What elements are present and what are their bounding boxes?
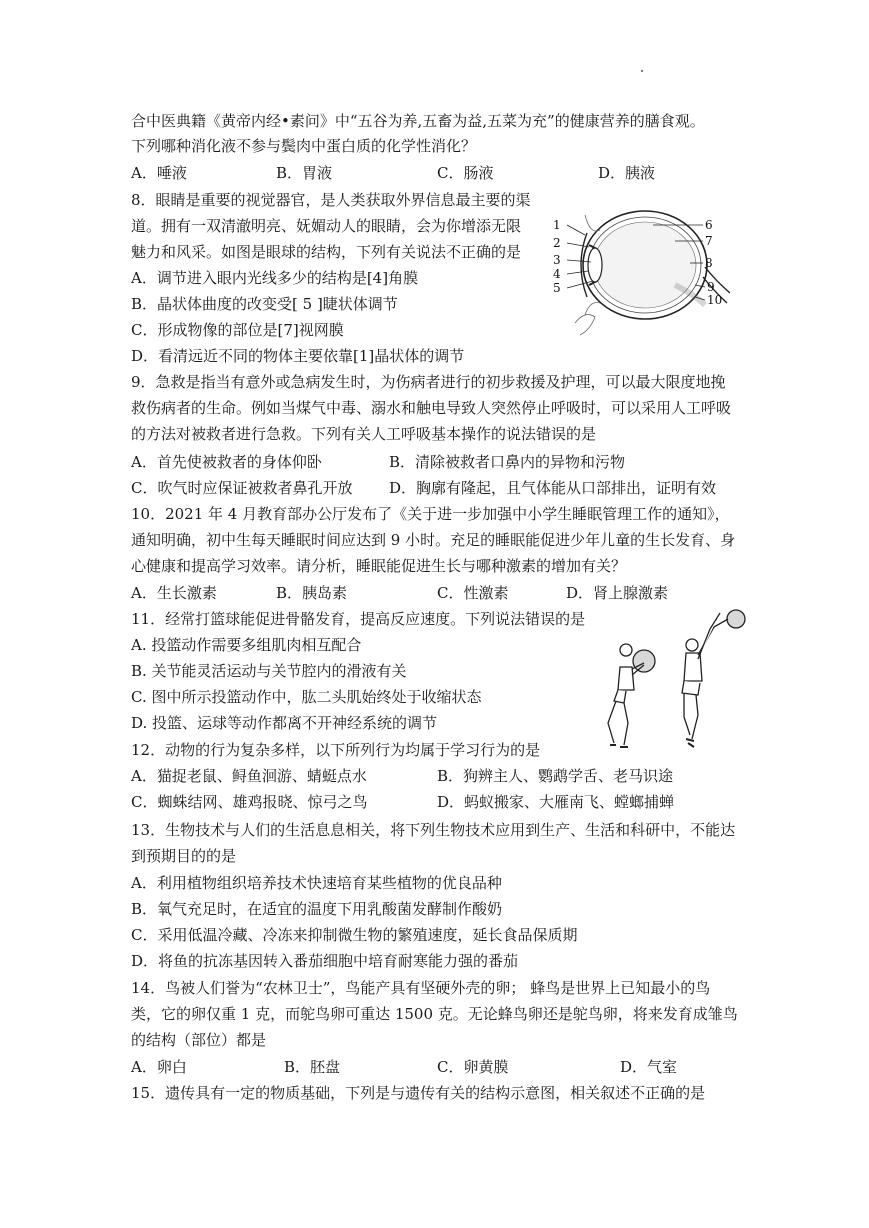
q10-option-d: D．肾上腺激素: [566, 584, 669, 602]
q10-stem-line-1: 10．2021 年 4 月教育部办公厅发布了《关于进一步加强中小学生睡眠管理工作的通知》，: [131, 505, 730, 523]
eye-label-4: 4: [553, 267, 561, 281]
q11-option-b: B. 关节能灵活运动与关节腔内的滑液有关: [131, 662, 407, 680]
q9-option-b: B．清除被救者口鼻内的异物和污物: [389, 453, 626, 471]
q10-option-b: B．胰岛素: [276, 584, 348, 602]
q10-option-a: A．生长激素: [131, 584, 217, 602]
eye-label-1: 1: [553, 218, 561, 232]
q8-stem-line-1: 8．眼睛是重要的视觉器官，是人类获取外界信息最主要的渠: [131, 191, 531, 209]
q12-stem: 12．动物的行为复杂多样，以下所列行为均属于学习行为的是: [131, 741, 541, 759]
q13-option-d: D．将鱼的抗冻基因转入番茄细胞中培育耐寒能力强的番茄: [131, 952, 519, 970]
q13-stem-line-2: 到预期目的的是: [131, 847, 237, 865]
q8-option-a: A．调节进入眼内光线多少的结构是[4]角膜: [131, 269, 419, 287]
q7-option-a: A．唾液: [131, 164, 187, 182]
q14-stem-line-2: 类，它的卵仅重 1 克，而鸵鸟卵可重达 1500 克。无论蜂鸟卵还是鸵鸟卵，将来发育成雏鸟: [131, 1005, 738, 1023]
eyeball-diagram: [545, 205, 730, 345]
q10-option-c: C．性激素: [437, 584, 509, 602]
q13-stem-line-1: 13．生物技术与人们的生活息息相关，将下列生物技术应用到生产、生活和科研中，不能达: [131, 821, 736, 839]
q12-option-b: B．狗辨主人、鹦鹉学舌、老马识途: [437, 767, 674, 785]
q12-option-c: C．蜘蛛结网、雄鸡报晓、惊弓之鸟: [131, 793, 368, 811]
q13-option-b: B．氧气充足时，在适宜的温度下用乳酸菌发酵制作酸奶: [131, 900, 503, 918]
q13-option-a: A．利用植物组织培养技术快速培育某些植物的优良品种: [131, 874, 502, 892]
eye-label-10: 10: [707, 293, 723, 307]
q14-stem-line-3: 的结构（部位）都是: [131, 1031, 267, 1049]
q8-option-b: B．晶状体曲度的改变受[ 5 ]睫状体调节: [131, 295, 398, 313]
intro-line-1: 合中医典籍《黄帝内经•素问》中“五谷为养,五畜为益,五菜为充”的健康营养的膳食观。: [131, 112, 705, 130]
q11-stem: 11．经常打篮球能促进骨骼发育，提高反应速度。下列说法错误的是: [131, 610, 586, 628]
q8-stem-line-2: 道。拥有一双清澈明亮、妩媚动人的眼睛，会为你增添无限: [131, 217, 522, 235]
q8-option-d: D．看清远近不同的物体主要依靠[1]晶状体的调节: [131, 347, 465, 365]
q15-stem: 15．遗传具有一定的物质基础，下列是与遗传有关的结构示意图，相关叙述不正确的是: [131, 1084, 706, 1102]
q7-option-c: C．肠液: [437, 164, 494, 182]
q7-option-b: B．胃液: [276, 164, 333, 182]
page-dot: [641, 70, 643, 72]
q11-option-d: D. 投篮、运球等动作都离不开神经系统的调节: [131, 714, 438, 732]
eye-label-5: 5: [553, 281, 561, 295]
q7-option-d: D．胰液: [598, 164, 656, 182]
q9-option-c: C．吹气时应保证被救者鼻孔开放: [131, 479, 353, 497]
q11-option-c: C. 图中所示投篮动作中，肱二头肌始终处于收缩状态: [131, 688, 482, 706]
q14-stem-line-1: 14．鸟被人们誉为“农林卫士”，鸟能产具有坚硬外壳的卵； 蜂鸟是世界上已知最小的鸟: [131, 979, 711, 997]
q12-option-a: A．猫捉老鼠、鲟鱼洄游、蜻蜓点水: [131, 767, 367, 785]
eye-label-2: 2: [553, 236, 561, 250]
q9-stem-line-2: 救伤病者的生命。例如当煤气中毒、溺水和触电导致人突然停止呼吸时，可以采用人工呼吸: [131, 399, 732, 417]
basketball-players-illustration: [602, 605, 752, 753]
eye-label-7: 7: [705, 234, 713, 248]
eye-label-6: 6: [705, 218, 713, 232]
q13-option-c: C．采用低温冷藏、冷冻来抑制微生物的繁殖速度，延长食品保质期: [131, 926, 578, 944]
q14-option-d: D．气室: [620, 1058, 678, 1076]
q8-stem-line-3: 魅力和风采。如图是眼球的结构，下列有关说法不正确的是: [131, 243, 522, 261]
eye-label-9: 9: [707, 280, 715, 294]
q8-option-c: C．形成物像的部位是[7]视网膜: [131, 321, 344, 339]
q14-option-a: A．卵白: [131, 1058, 187, 1076]
q10-stem-line-3: 心健康和提高学习效率。请分析，睡眠能促进生长与哪种激素的增加有关？: [131, 557, 627, 575]
q9-stem-line-3: 的方法对被救者进行急救。下列有关人工呼吸基本操作的说法错误的是: [131, 425, 597, 443]
q12-option-d: D．蚂蚁搬家、大雁南飞、螳螂捕蝉: [437, 793, 675, 811]
q14-option-c: C．卵黄膜: [437, 1058, 509, 1076]
q9-option-d: D．胸廓有隆起，且气体能从口部排出，证明有效: [389, 479, 717, 497]
eye-label-8: 8: [705, 256, 713, 270]
q10-stem-line-2: 通知明确，初中生每天睡眠时间应达到 9 小时。充足的睡眠能促进少年儿童的生长发育、身: [131, 531, 736, 549]
q9-stem-line-1: 9．急救是指当有意外或急病发生时，为伤病者进行的初步救援及护理，可以最大限度地挽: [131, 373, 726, 391]
q9-option-a: A．首先使被救者的身体仰卧: [131, 453, 322, 471]
q11-option-a: A. 投篮动作需要多组肌肉相互配合: [131, 636, 362, 654]
q14-option-b: B．胚盘: [284, 1058, 341, 1076]
intro-line-2: 下列哪种消化液不参与鬓肉中蛋白质的化学性消化？: [131, 137, 477, 155]
eye-label-3: 3: [553, 253, 561, 267]
